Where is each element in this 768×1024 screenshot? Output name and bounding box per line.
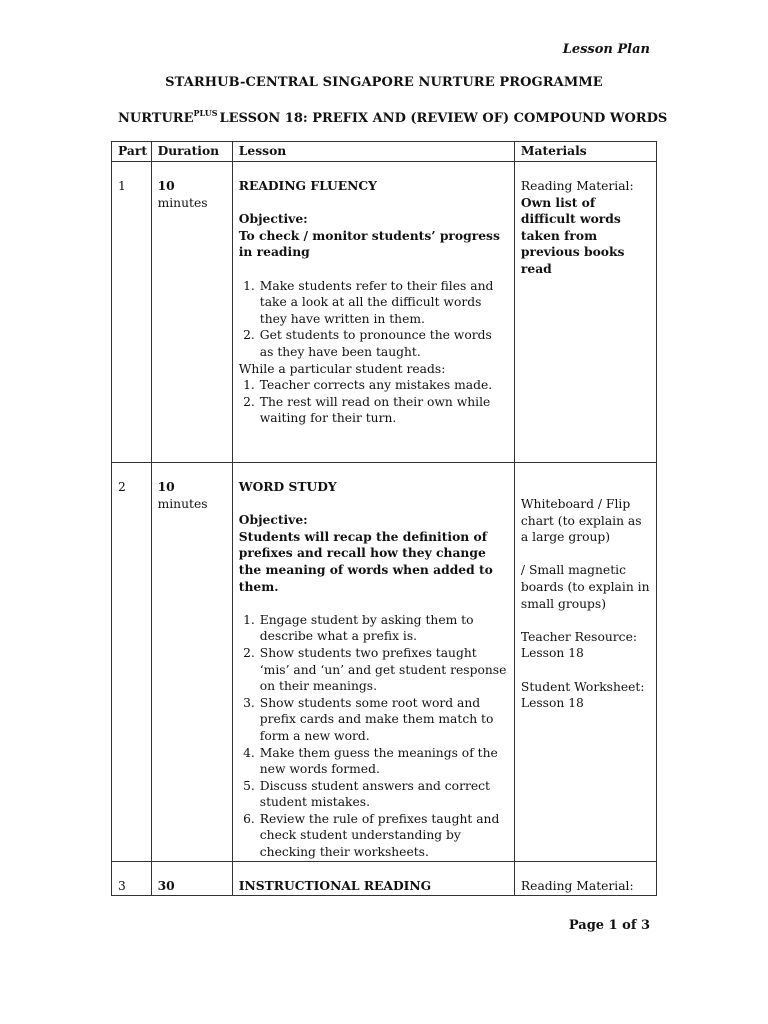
materials-item: Whiteboard / Flip chart (to explain as a large group) xyxy=(520,497,642,545)
lesson-title-rest: LESSON 18: PREFIX AND (REVIEW OF) COMPOUND WORDS xyxy=(219,111,668,126)
materials-text: Own list of difficult words taken from previous books read xyxy=(520,194,625,276)
objective-label: Objective: xyxy=(238,211,308,227)
header-part: Part xyxy=(112,142,152,162)
lesson-title xyxy=(118,108,667,126)
lesson-cell xyxy=(232,162,514,463)
substep-list xyxy=(239,377,508,427)
step-list xyxy=(239,278,508,361)
part-cell xyxy=(112,463,152,862)
lesson-heading: WORD STUDY xyxy=(238,479,337,494)
lesson-title-superscript: PLUS xyxy=(193,108,218,118)
list-item: 1. Make students refer to their files and take a look at all the difficult words they have written in them. xyxy=(259,278,508,328)
page-number: Page 1 of 3 xyxy=(568,918,650,933)
header-lesson: Lesson xyxy=(232,142,514,162)
objective-text: Students will recap the definition of prefixes and recall how they change the meaning of words when added to them. xyxy=(238,528,493,594)
step-list xyxy=(239,612,508,861)
duration-cell xyxy=(151,862,232,896)
materials-label: Reading Material: xyxy=(520,179,634,193)
materials-item: Teacher Resource: Lesson 18 xyxy=(520,629,637,661)
duration-cell xyxy=(151,162,232,463)
list-item: 2. The rest will read on their own while waiting for their turn. xyxy=(259,394,508,427)
header-materials: Materials xyxy=(514,142,656,162)
duration-value: 10 xyxy=(157,178,175,193)
part-number: 2 xyxy=(118,480,126,494)
materials-cell xyxy=(514,162,656,463)
table-row xyxy=(112,862,657,896)
lesson-cell xyxy=(232,463,514,862)
materials-cell xyxy=(514,463,656,862)
part-cell xyxy=(112,862,152,896)
part-number: 3 xyxy=(118,879,126,893)
lesson-title-prefix: NURTURE xyxy=(118,111,194,126)
lesson-cell xyxy=(232,862,514,896)
list-item: 3. Show students some root word and prefix cards and make them match to form a new word. xyxy=(259,695,508,745)
list-item: 4. Make them guess the meanings of the new words formed. xyxy=(259,745,508,778)
objective-text: To check / monitor students’ progress in reading xyxy=(238,227,500,260)
materials-item: Student Worksheet: Lesson 18 xyxy=(520,679,645,711)
lesson-plan-table xyxy=(111,141,657,896)
list-item: 2. Show students two prefixes taught ‘mis’ and ‘un’ and get student response on their meanings. xyxy=(259,645,508,695)
part-cell xyxy=(112,162,152,463)
duration-unit: minutes xyxy=(157,195,208,210)
duration-cell xyxy=(151,463,232,862)
list-item: 6. Review the rule of prefixes taught and check student understanding by checking their worksheets. xyxy=(259,811,508,861)
part-number: 1 xyxy=(118,179,126,193)
lesson-heading: READING FLUENCY xyxy=(238,178,377,193)
materials-label: Reading Material: xyxy=(520,879,634,893)
table-row xyxy=(112,162,657,463)
list-item: 5. Discuss student answers and correct student mistakes. xyxy=(259,778,508,811)
duration-unit: minutes xyxy=(157,496,208,511)
objective-label: Objective: xyxy=(238,512,308,528)
list-item: 1. Teacher corrects any mistakes made. xyxy=(259,377,508,394)
list-item: 2. Get students to pronounce the words as they have been taught. xyxy=(259,327,508,360)
header-duration: Duration xyxy=(151,142,232,162)
duration-value: 10 xyxy=(157,479,175,494)
step-subheading: While a particular student reads: xyxy=(238,361,446,376)
table-row xyxy=(112,463,657,862)
materials-cell xyxy=(514,862,656,896)
programme-title: STARHUB-CENTRAL SINGAPORE NURTURE PROGRAMME xyxy=(165,75,603,90)
list-item: 1. Engage student by asking them to describe what a prefix is. xyxy=(259,612,508,645)
lesson-heading: INSTRUCTIONAL READING xyxy=(238,878,432,893)
materials-item: / Small magnetic boards (to explain in small groups) xyxy=(520,563,650,611)
table-header-row xyxy=(112,142,657,162)
duration-value: 30 xyxy=(157,878,175,893)
document-type-label: Lesson Plan xyxy=(562,42,650,57)
